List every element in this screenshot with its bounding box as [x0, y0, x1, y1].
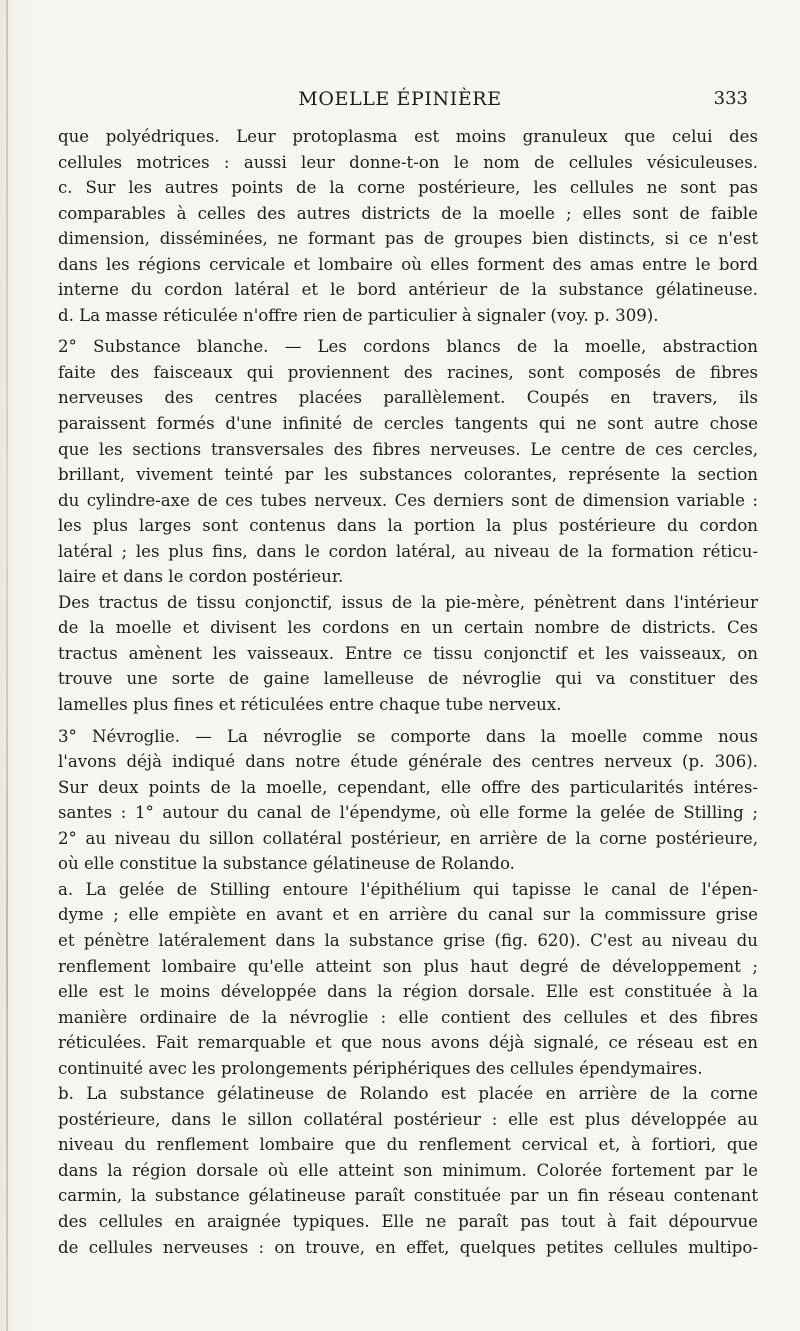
text-line: du cylindre-axe de ces tubes nerveux. Ces derniers sont de dimension variable :	[58, 490, 758, 510]
text-line: dyme ; elle empiète en avant et en arrière du canal sur la commissure grise	[58, 905, 758, 925]
text-line: réticulées. Fait remarquable et que nous avons déjà signalé, ce réseau est en	[58, 1033, 758, 1053]
text-line: tractus amènent les vaisseaux. Entre ce tissu conjonctif et les vaisseaux, on	[58, 643, 758, 663]
text-line: manière ordinaire de la névroglie : elle contient des cellules et des fibres	[58, 1007, 758, 1027]
text-line: Sur deux points de la moelle, cependant, elle offre des particularités intéres-	[58, 777, 758, 797]
page-header	[0, 88, 800, 114]
page-number: 333	[713, 88, 748, 109]
text-line: l'avons déjà indiqué dans notre étude générale des centres nerveux (p. 306).	[58, 752, 758, 772]
text-line: que les sections transversales des fibres nerveuses. Le centre de ces cercles,	[58, 439, 758, 459]
text-line: où elle constitue la substance gélatineuse de Rolando.	[58, 854, 515, 874]
text-line: d. La masse réticulée n'offre rien de particulier à signaler (voy. p. 309).	[58, 305, 659, 325]
binding-gutter	[6, 0, 8, 1331]
text-line: dimension, disséminées, ne formant pas de groupes bien distincts, si ce n'est	[58, 229, 758, 249]
text-line: comparables à celles des autres districts de la moelle ; elles sont de faible	[58, 203, 758, 223]
text-line: c. Sur les autres points de la corne postérieure, les cellules ne sont pas	[58, 178, 758, 198]
text-line: lamelles plus fines et réticulées entre chaque tube nerveux.	[58, 695, 562, 715]
text-line: de cellules nerveuses : on trouve, en effet, quelques petites cellules multipo-	[58, 1237, 758, 1257]
text-line: des cellules en araignée typiques. Elle ne paraît pas tout à fait dépourvue	[58, 1211, 758, 1231]
text-line: et pénètre latéralement dans la substance grise (fig. 620). C'est au niveau du	[58, 930, 758, 950]
text-line: a. La gelée de Stilling entoure l'épithélium qui tapisse le canal de l'épen-	[58, 879, 758, 899]
text-line: paraissent formés d'une infinité de cercles tangents qui ne sont autre chose	[58, 414, 758, 434]
text-line: dans les régions cervicale et lombaire où elles forment des amas entre le bord	[58, 254, 758, 274]
text-line: interne du cordon latéral et le bord antérieur de la substance gélatineuse.	[58, 280, 758, 300]
running-title: MOELLE ÉPINIÈRE	[298, 88, 502, 110]
text-line: Des tractus de tissu conjonctif, issus de la pie-mère, pénètrent dans l'intérieur	[58, 592, 758, 612]
text-line: trouve une sorte de gaine lamelleuse de névroglie qui va constituer des	[58, 669, 758, 689]
body-text	[58, 124, 758, 1260]
text-line: faite des faisceaux qui proviennent des racines, sont composés de fibres	[58, 362, 758, 382]
text-line: que polyédriques. Leur protoplasma est moins granuleux que celui des	[58, 127, 758, 146]
text-line: continuité avec les prolongements périphériques des cellules épendymaires.	[58, 1058, 703, 1078]
text-line: postérieure, dans le sillon collatéral postérieur : elle est plus développée au	[58, 1109, 758, 1129]
text-line: de la moelle et divisent les cordons en un certain nombre de districts. Ces	[58, 618, 758, 638]
text-line: dans la région dorsale où elle atteint son minimum. Colorée fortement par le	[58, 1160, 758, 1180]
text-line: santes : 1° autour du canal de l'épendyme, où elle forme la gelée de Stilling ;	[58, 803, 758, 823]
text-line: 2° au niveau du sillon collatéral postérieur, en arrière de la corne postérieure,	[58, 828, 758, 848]
text-line: latéral ; les plus fins, dans le cordon latéral, au niveau de la formation réticu-	[58, 541, 758, 561]
text-line: laire et dans le cordon postérieur.	[58, 567, 344, 587]
text-line: elle est le moins développée dans la région dorsale. Elle est constituée à la	[58, 982, 758, 1002]
text-line: brillant, vivement teinté par les substances colorantes, représente la section	[58, 465, 758, 485]
text-line: renflement lombaire qu'elle atteint son plus haut degré de développement ;	[58, 956, 758, 976]
text-line: cellules motrices : aussi leur donne-t-on le nom de cellules vésiculeuses.	[58, 152, 758, 172]
section-heading-line: 3° Névroglie. — La névroglie se comporte dans la moelle comme nous	[58, 726, 758, 746]
text-line: nerveuses des centres placées parallèlement. Coupés en travers, ils	[58, 388, 758, 408]
text-line: niveau du renflement lombaire que du renflement cervical et, à fortiori, que	[58, 1135, 758, 1155]
section-heading-line: 2° Substance blanche. — Les cordons blancs de la moelle, abstraction	[58, 337, 758, 357]
text-line: les plus larges sont contenus dans la portion la plus postérieure du cordon	[58, 516, 758, 536]
text-line: b. La substance gélatineuse de Rolando est placée en arrière de la corne	[58, 1084, 758, 1104]
text-line: carmin, la substance gélatineuse paraît constituée par un fin réseau contenant	[58, 1186, 758, 1206]
